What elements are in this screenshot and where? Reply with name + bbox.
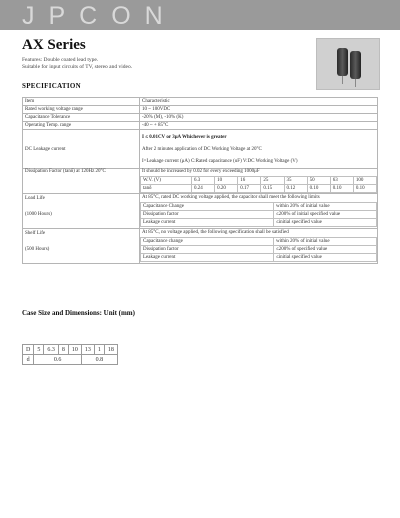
table-row — [23, 122, 378, 130]
table-row — [141, 185, 377, 193]
table-row — [23, 130, 378, 169]
load-life-hours: (1000 Hours) — [25, 212, 52, 217]
table-header: Characteristic — [140, 98, 378, 106]
load-life-desc: At 85°C, rated DC working voltage applied, the capacitor shall meet the following limits — [142, 195, 320, 200]
dissipation-grid — [140, 176, 377, 193]
wv-cell: 25 — [261, 177, 284, 185]
row-value — [140, 169, 378, 194]
load-life-label: Load Life — [25, 196, 45, 201]
wv-cell: 6.3 — [192, 177, 215, 185]
table-row — [141, 177, 377, 185]
tan-cell: 0.20 — [215, 185, 238, 193]
leakage-formula: I ≤ 0.01CV or 3μA Whichever is greater — [142, 134, 227, 140]
spec-title: SPECIFICATION — [22, 82, 82, 90]
wv-label: W.V. (V) — [141, 177, 192, 185]
leakage-condition: After 2 minutes application of DC Working Voltage at 20°C — [142, 146, 262, 152]
tan-cell: 0.10 — [330, 185, 353, 193]
row-label — [23, 229, 140, 264]
row-value: 10 ~ 100VDC — [140, 106, 378, 114]
table-row — [141, 203, 377, 211]
dissipation-note: It should be increased by 0.02 for every exceeding 1000μF — [142, 169, 260, 174]
brand-logo: JPCON — [22, 2, 177, 30]
table-row — [23, 345, 118, 355]
dim-label: D — [23, 345, 34, 355]
limit-value: ≤initial specified value — [274, 219, 377, 227]
shelf-life-desc: At 85°C, no voltage applied, the following specification shall be satisfied — [142, 230, 289, 235]
dim-cell: 8 — [58, 345, 68, 355]
table-row — [141, 238, 377, 246]
dim-cell: 5 — [34, 345, 44, 355]
limit-value: within 20% of initial value — [274, 203, 377, 211]
shelf-life-label: Shelf Life — [25, 231, 46, 236]
limit-value: within 20% of initial value — [274, 238, 377, 246]
dim-cell: 13 — [81, 345, 94, 355]
dim-label: d — [23, 355, 34, 365]
lead-wire — [342, 76, 343, 84]
row-value — [140, 194, 378, 229]
wv-cell: 63 — [330, 177, 353, 185]
dim-cell: 0.6 — [34, 355, 82, 365]
table-row — [141, 254, 377, 262]
wv-cell: 100 — [353, 177, 376, 185]
row-value — [140, 229, 378, 264]
limit-item: Dissipation factor — [141, 211, 274, 219]
table-header: Item — [23, 98, 140, 106]
header-banner — [0, 0, 400, 30]
limit-item: Leakage current — [141, 219, 274, 227]
page-title: AX Series — [22, 37, 86, 53]
limit-value: ≤200% of initial specified value — [274, 211, 377, 219]
limit-item: Dissipation factor — [141, 246, 274, 254]
row-label: DC Leakage current — [23, 130, 140, 169]
wv-cell: 10 — [215, 177, 238, 185]
table-row — [23, 98, 378, 106]
case-size-title: Case Size and Dimensions: Unit (mm) — [22, 309, 135, 317]
limit-item: Leakage current — [141, 254, 274, 262]
tan-cell: 0.24 — [192, 185, 215, 193]
wv-cell: 50 — [307, 177, 330, 185]
row-label: Dissipation Factor (tanδ) at 120Hz 20°C — [23, 169, 140, 194]
features-line: Features: Double coated lead type. — [22, 57, 99, 63]
table-row — [23, 194, 378, 229]
row-value — [140, 130, 378, 169]
row-label: Operating Temp. range — [23, 122, 140, 130]
tan-cell: 0.15 — [261, 185, 284, 193]
limit-item: Capacitance change — [141, 238, 274, 246]
limit-item: Capacitance Change — [141, 203, 274, 211]
spec-table — [22, 97, 378, 264]
tan-cell: 0.12 — [284, 185, 307, 193]
table-row — [23, 169, 378, 194]
tan-label: tanδ — [141, 185, 192, 193]
product-photo — [316, 38, 380, 90]
row-value: -40 ~ + 85°C — [140, 122, 378, 130]
row-label: Rated working voltage range — [23, 106, 140, 114]
limit-value: ≤initial specified value — [274, 254, 377, 262]
shelf-life-hours: (500 Hours) — [25, 247, 50, 252]
lead-wire — [355, 79, 356, 87]
table-row — [141, 246, 377, 254]
dimensions-table — [22, 344, 118, 365]
row-label: Capacitance Tolerance — [23, 114, 140, 122]
capacitor-image — [337, 48, 348, 76]
shelf-life-grid — [140, 237, 377, 262]
table-row — [141, 219, 377, 227]
tan-cell: 0.17 — [238, 185, 261, 193]
load-life-grid — [140, 202, 377, 227]
table-row — [23, 229, 378, 264]
tan-cell: 0.10 — [353, 185, 376, 193]
table-row — [23, 114, 378, 122]
dim-cell: 18 — [104, 345, 117, 355]
wv-cell: 16 — [238, 177, 261, 185]
capacitor-image — [350, 51, 361, 79]
limit-value: ≤200% of specified value — [274, 246, 377, 254]
table-row — [141, 211, 377, 219]
dim-cell: 10 — [68, 345, 81, 355]
dim-cell: 0.8 — [81, 355, 117, 365]
dim-cell: 1 — [94, 345, 104, 355]
features-text — [22, 57, 132, 71]
row-value: -20% (M), -10% (K) — [140, 114, 378, 122]
dim-cell: 6.3 — [44, 345, 59, 355]
features-line: Suitable for input circuits of TV, stereo and video. — [22, 64, 133, 70]
row-label — [23, 194, 140, 229]
table-row — [23, 355, 118, 365]
wv-cell: 35 — [284, 177, 307, 185]
tan-cell: 0.10 — [307, 185, 330, 193]
leakage-legend: I=Leakage current (μA) C:Rated capacitance (uF) V:DC Working Voltage (V) — [142, 158, 298, 164]
table-row — [23, 106, 378, 114]
